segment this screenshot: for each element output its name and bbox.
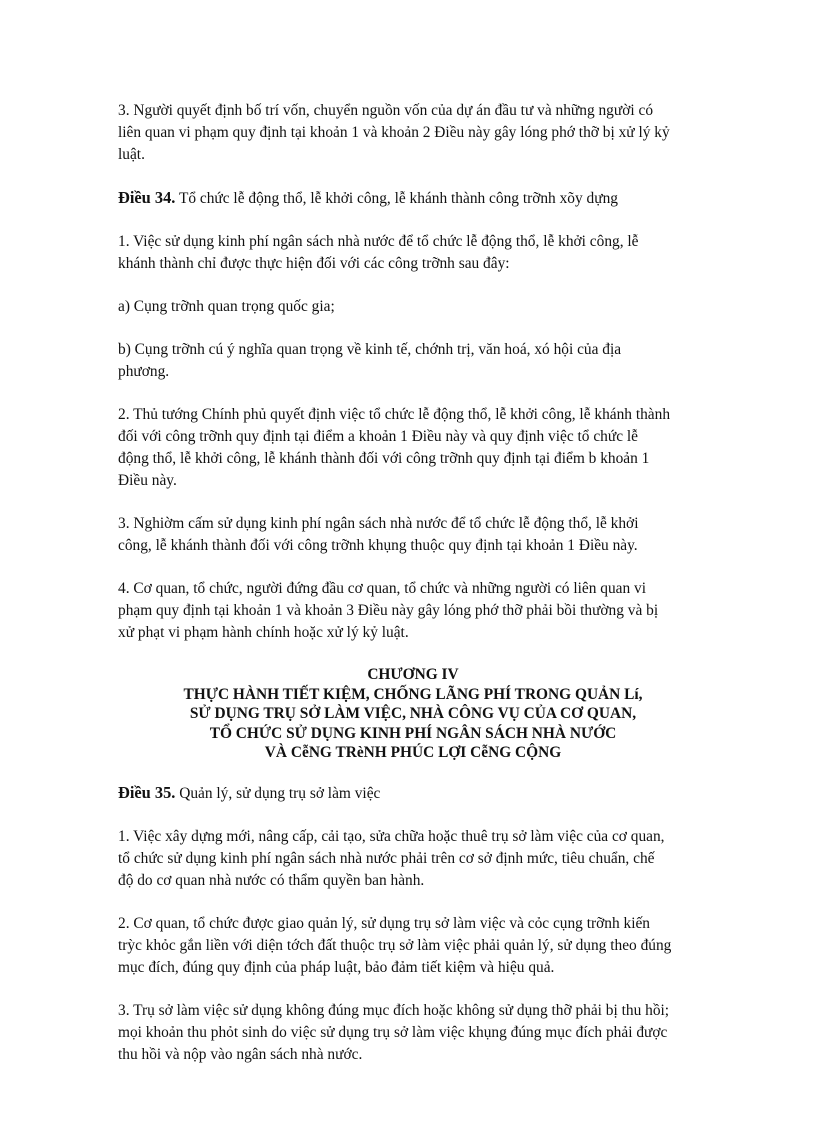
article-35-number: Điều 35. — [118, 782, 176, 802]
article-34-clause-4: 4. Cơ quan, tổ chức, người đứng đầu cơ quan, tổ chức và những người có liên quan vi phạm quy định tại khoản 1 và khoản 3 Điều này gây lóng phớ thỡ phải bồi thường và bị xử phạt vi phạm hành chính hoặc xử lý kỷ luật. — [118, 580, 659, 641]
article-33-clause-3: 3. Người quyết định bố trí vốn, chuyển nguồn vốn của dự án đầu tư và những người có liên quan vi phạm quy định tại khoản 1 và khoản 2 Điều này gây lóng phớ thỡ bị xử lý kỷ luật. — [118, 102, 670, 163]
document-page — [118, 100, 708, 1087]
chapter-title-line-4: VÀ CễNG TRèNH PHÚC LỢI CễNG CỘNG — [264, 744, 562, 761]
article-34-point-b: b) Cụng trỡnh cú ý nghĩa quan trọng về kinh tế, chớnh trị, văn hoá, xó hội của địa phương. — [118, 341, 622, 380]
article-35-clause-2: 2. Cơ quan, tổ chức được giao quản lý, sử dụng trụ sở làm việc và cỏc cụng trỡnh kiến trỳc khỏc gắn liền với diện tớch đất thuộc trụ sở làm việc phải quản lý, sử dụng theo đúng mục đích, đúng quy định của pháp luật, bảo đảm tiết kiệm và hiệu quả. — [118, 914, 672, 976]
article-35-heading — [118, 782, 708, 805]
article-34-clause-3: 3. Nghiờm cấm sử dụng kinh phí ngân sách nhà nước để tổ chức lễ động thổ, lễ khởi công, lễ khánh thành đối với công trỡnh khụng thuộc quy định tại khoản 1 Điều này. — [118, 515, 639, 554]
article-35-title: Quản lý, sử dụng trụ sở làm việc — [175, 784, 381, 802]
article-34-clause-2: 2. Thủ tướng Chính phủ quyết định việc tổ chức lễ động thổ, lễ khởi công, lễ khánh thành đối với công trỡnh quy định tại điểm a khoản 1 Điều này và quy định việc tổ chức lễ động thổ, lễ khởi công, lễ khánh thành đối với công trỡnh quy định tại điểm b khoản 1 Điều này. — [118, 406, 671, 489]
article-34-heading — [118, 187, 708, 210]
article-34-title: Tổ chức lễ động thổ, lễ khởi công, lễ khánh thành công trỡnh xõy dựng — [175, 190, 618, 207]
article-35-clause-3: 3. Trụ sở làm việc sử dụng không đúng mục đích hoặc không sử dụng thỡ phải bị thu hồi; mọi khoản thu phỏt sinh do việc sử dụng trụ sở làm việc khụng đúng mục đích phải được thu hồi và nộp vào ngân sách nhà nước. — [118, 1001, 670, 1063]
article-34-point-a: a) Cụng trỡnh quan trọng quốc gia; — [118, 298, 335, 315]
chapter-title-line-3: TỔ CHỨC SỬ DỤNG KINH PHÍ NGÂN SÁCH NHÀ NƯỚC — [209, 724, 617, 742]
chapter-label: CHƯƠNG IV — [367, 666, 459, 683]
article-34-number: Điều 34. — [118, 188, 176, 207]
chapter-title-line-2: SỬ DỤNG TRỤ SỞ LÀM VIỆC, NHÀ CÔNG VỤ CỦA CƠ QUAN, — [189, 705, 637, 722]
chapter-title-line-1: THỰC HÀNH TIẾT KIỆM, CHỐNG LÃNG PHÍ TRONG QUẢN Lí, — [183, 685, 643, 703]
article-34-clause-1: 1. Việc sử dụng kinh phí ngân sách nhà nước để tổ chức lễ động thổ, lễ khởi công, lễ khánh thành chỉ được thực hiện đối với các công trỡnh sau đây: — [118, 233, 639, 272]
chapter-heading — [118, 665, 708, 763]
article-35-clause-1: 1. Việc xây dựng mới, nâng cấp, cải tạo, sửa chữa hoặc thuê trụ sở làm việc của cơ quan, tổ chức sử dụng kinh phí ngân sách nhà nước phải trên cơ sở định mức, tiêu chuẩn, chế độ do cơ quan nhà nước có thẩm quyền ban hành. — [118, 827, 665, 889]
